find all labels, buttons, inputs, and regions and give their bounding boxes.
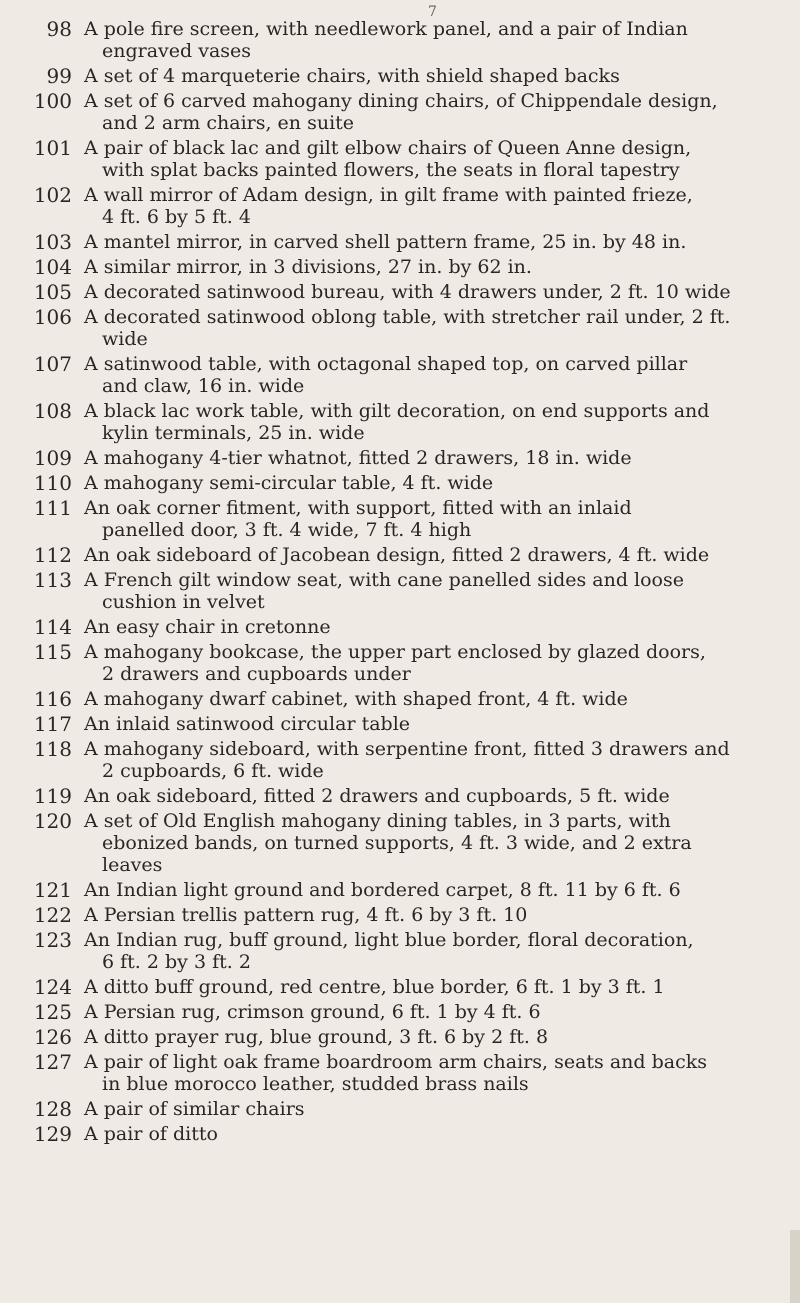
lot-item [16, 1098, 788, 1120]
lot-description [84, 616, 788, 638]
lot-description-continuation: kylin terminals, 25 in. wide [102, 422, 365, 444]
lot-number: 122 [33, 903, 72, 927]
lot-item [16, 616, 788, 638]
lot-number: 103 [33, 230, 72, 254]
lot-description [84, 472, 788, 494]
lot-number: 112 [33, 543, 72, 567]
lot-description [84, 544, 788, 566]
lot-number: 99 [46, 64, 72, 88]
lot-number: 123 [33, 928, 72, 952]
lot-number: 102 [33, 183, 72, 207]
lot-description-continuation: engraved vases [102, 40, 252, 62]
lot-description-line: An oak sideboard, fitted 2 drawers and cupboards, 5 ft. wide [84, 785, 670, 807]
lot-number: 101 [33, 136, 72, 160]
lot-number: 100 [33, 89, 72, 113]
lot-item [16, 231, 788, 253]
lot-description [84, 184, 788, 228]
lot-description-line: A pair of similar chairs [84, 1098, 305, 1120]
lot-item [16, 306, 788, 350]
lot-number: 114 [33, 615, 72, 639]
lot-item [16, 256, 788, 278]
lot-item [16, 90, 788, 134]
lot-number: 129 [33, 1122, 72, 1146]
lot-description [84, 306, 788, 350]
lot-number: 105 [33, 280, 72, 304]
lot-description [84, 137, 788, 181]
lot-number: 117 [33, 712, 72, 736]
lot-description [84, 1001, 788, 1023]
lot-item [16, 810, 788, 876]
lot-description-line: An oak corner fitment, with support, fitted with an inlaid [84, 497, 632, 519]
lot-description-line: A Persian trellis pattern rug, 4 ft. 6 by 3 ft. 10 [84, 904, 528, 926]
lot-item [16, 65, 788, 87]
lot-number: 109 [33, 446, 72, 470]
lot-description [84, 879, 788, 901]
lot-description-line: A mahogany bookcase, the upper part enclosed by glazed doors, [84, 641, 706, 663]
lot-number: 115 [33, 640, 72, 664]
lot-description-line: A Persian rug, crimson ground, 6 ft. 1 by 4 ft. 6 [84, 1001, 541, 1023]
lot-description-line: A French gilt window seat, with cane panelled sides and loose [84, 569, 684, 591]
page-edge-shadow [790, 1230, 800, 1303]
lot-description-line: A pair of ditto [84, 1123, 218, 1145]
lot-description [84, 65, 788, 87]
lot-number: 104 [33, 255, 72, 279]
lot-description-continuation: with splat backs painted flowers, the seats in floral tapestry [102, 159, 680, 181]
lot-item [16, 904, 788, 926]
lot-item [16, 400, 788, 444]
lot-description [84, 810, 788, 876]
lot-item [16, 569, 788, 613]
lot-description-continuation: panelled door, 3 ft. 4 wide, 7 ft. 4 high [102, 519, 472, 541]
lot-description [84, 904, 788, 926]
lot-description [84, 1051, 788, 1095]
lot-description-continuation: leaves [102, 854, 163, 876]
lot-number: 121 [33, 878, 72, 902]
lot-description-line: A ditto buff ground, red centre, blue border, 6 ft. 1 by 3 ft. 1 [84, 976, 665, 998]
lot-description [84, 18, 788, 62]
lot-description-continuation: and 2 arm chairs, en suite [102, 112, 355, 134]
lot-item [16, 1001, 788, 1023]
page-mark: 7 [428, 4, 437, 20]
lot-item [16, 544, 788, 566]
lot-item [16, 879, 788, 901]
lot-description-line: An Indian rug, buff ground, light blue border, floral decoration, [84, 929, 694, 951]
lot-item [16, 713, 788, 735]
lot-item [16, 1123, 788, 1145]
lot-number: 116 [33, 687, 72, 711]
lot-description [84, 785, 788, 807]
lot-description [84, 688, 788, 710]
lot-description-line: An easy chair in cretonne [84, 616, 331, 638]
lot-item [16, 447, 788, 469]
lot-number: 128 [33, 1097, 72, 1121]
lot-number: 111 [33, 496, 72, 520]
lot-description-continuation: and claw, 16 in. wide [102, 375, 305, 397]
lot-number: 125 [33, 1000, 72, 1024]
lot-description-line: A pair of black lac and gilt elbow chairs of Queen Anne design, [84, 137, 692, 159]
lot-description-line: An Indian light ground and bordered carpet, 8 ft. 11 by 6 ft. 6 [84, 879, 681, 901]
lot-description-continuation: 4 ft. 6 by 5 ft. 4 [102, 206, 251, 228]
lot-item [16, 281, 788, 303]
lot-item [16, 688, 788, 710]
lot-description-line: A wall mirror of Adam design, in gilt frame with painted frieze, [84, 184, 693, 206]
lot-item [16, 353, 788, 397]
lot-description-line: An inlaid satinwood circular table [84, 713, 411, 735]
lot-description-line: A decorated satinwood bureau, with 4 drawers under, 2 ft. 10 wide [84, 281, 731, 303]
lot-description-line: A decorated satinwood oblong table, with stretcher rail under, 2 ft. [84, 306, 731, 328]
lot-item [16, 1026, 788, 1048]
lot-description [84, 738, 788, 782]
lot-description [84, 400, 788, 444]
lot-description [84, 569, 788, 613]
lot-list [16, 18, 788, 1148]
lot-item [16, 184, 788, 228]
lot-description [84, 256, 788, 278]
lot-number: 106 [33, 305, 72, 329]
lot-item [16, 137, 788, 181]
lot-item [16, 1051, 788, 1095]
lot-number: 119 [33, 784, 72, 808]
lot-description [84, 713, 788, 735]
lot-number: 126 [33, 1025, 72, 1049]
lot-description-line: A mahogany sideboard, with serpentine front, fitted 3 drawers and [84, 738, 730, 760]
lot-number: 127 [33, 1050, 72, 1074]
lot-description [84, 231, 788, 253]
lot-item [16, 641, 788, 685]
lot-number: 120 [33, 809, 72, 833]
lot-description-line: A ditto prayer rug, blue ground, 3 ft. 6 by 2 ft. 8 [84, 1026, 549, 1048]
lot-description [84, 497, 788, 541]
lot-description-line: A mahogany dwarf cabinet, with shaped front, 4 ft. wide [84, 688, 628, 710]
lot-description-line: A black lac work table, with gilt decoration, on end supports and [84, 400, 710, 422]
lot-description-line: A set of 4 marqueterie chairs, with shield shaped backs [84, 65, 620, 87]
lot-description-line: A pole fire screen, with needlework panel, and a pair of Indian [84, 18, 688, 40]
lot-item [16, 785, 788, 807]
lot-description [84, 90, 788, 134]
lot-description-line: An oak sideboard of Jacobean design, fitted 2 drawers, 4 ft. wide [84, 544, 710, 566]
lot-description-continuation: 6 ft. 2 by 3 ft. 2 [102, 951, 251, 973]
lot-description [84, 1123, 788, 1145]
lot-description [84, 976, 788, 998]
lot-description-continuation: wide [102, 328, 148, 350]
lot-description-continuation: 2 cupboards, 6 ft. wide [102, 760, 324, 782]
lot-description-continuation: cushion in velvet [102, 591, 265, 613]
lot-item [16, 472, 788, 494]
lot-description-line: A pair of light oak frame boardroom arm chairs, seats and backs [84, 1051, 708, 1073]
lot-number: 113 [33, 568, 72, 592]
lot-description-line: A satinwood table, with octagonal shaped top, on carved pillar [84, 353, 688, 375]
lot-description-continuation: 2 drawers and cupboards under [102, 663, 411, 685]
lot-description-line: A set of Old English mahogany dining tables, in 3 parts, with [84, 810, 671, 832]
lot-description-continuation: ebonized bands, on turned supports, 4 ft. 3 wide, and 2 extra [102, 832, 692, 854]
lot-number: 108 [33, 399, 72, 423]
lot-item [16, 18, 788, 62]
lot-description-line: A similar mirror, in 3 divisions, 27 in. by 62 in. [84, 256, 532, 278]
lot-description-continuation: in blue morocco leather, studded brass nails [102, 1073, 529, 1095]
lot-item [16, 497, 788, 541]
lot-description [84, 1026, 788, 1048]
lot-description-line: A mantel mirror, in carved shell pattern frame, 25 in. by 48 in. [84, 231, 687, 253]
lot-item [16, 738, 788, 782]
lot-description [84, 929, 788, 973]
lot-number: 118 [33, 737, 72, 761]
lot-description-line: A set of 6 carved mahogany dining chairs, of Chippendale design, [84, 90, 718, 112]
lot-description [84, 641, 788, 685]
lot-number: 98 [46, 17, 72, 41]
lot-description [84, 447, 788, 469]
lot-description [84, 353, 788, 397]
lot-number: 107 [33, 352, 72, 376]
lot-item [16, 976, 788, 998]
lot-number: 124 [33, 975, 72, 999]
lot-number: 110 [33, 471, 72, 495]
lot-item [16, 929, 788, 973]
lot-description [84, 1098, 788, 1120]
lot-description-line: A mahogany 4-tier whatnot, fitted 2 drawers, 18 in. wide [84, 447, 632, 469]
lot-description-line: A mahogany semi-circular table, 4 ft. wide [84, 472, 494, 494]
lot-description [84, 281, 788, 303]
